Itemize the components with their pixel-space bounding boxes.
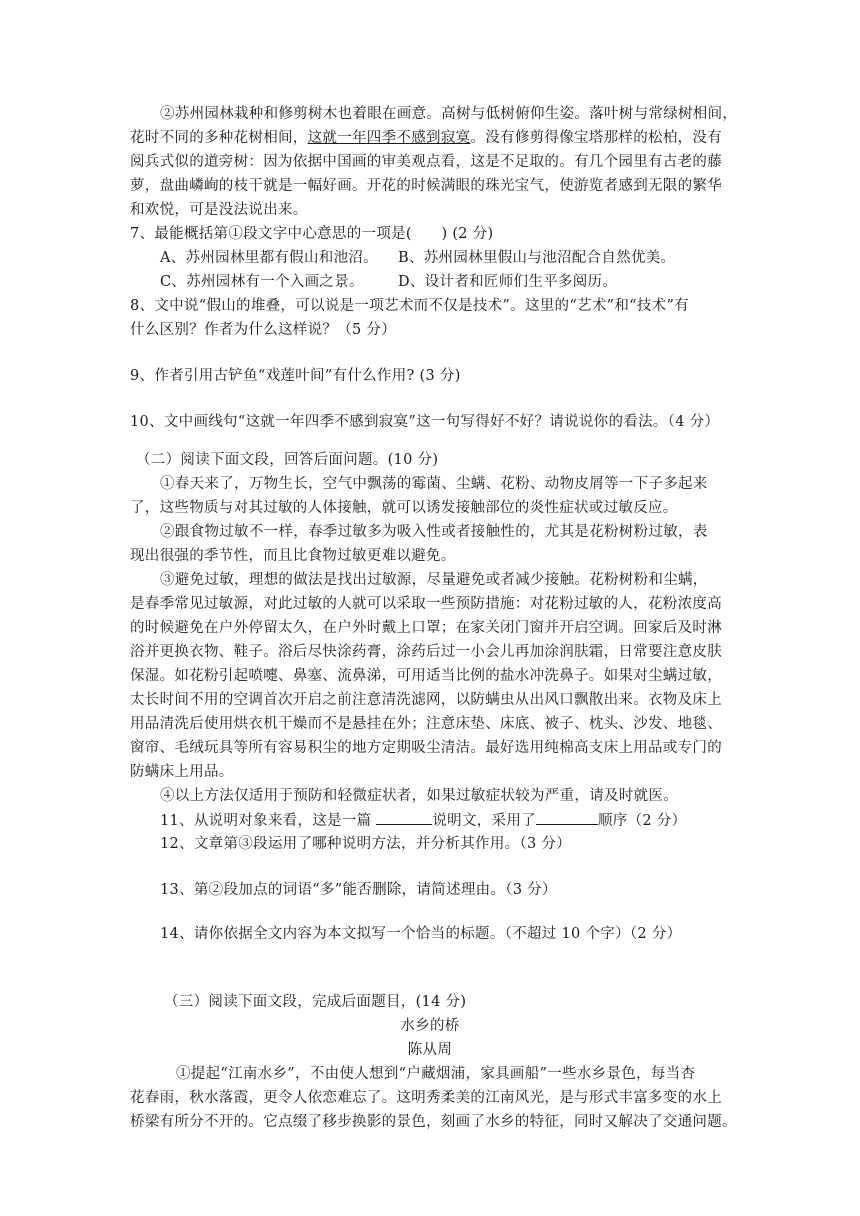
paragraph-line: ②跟食物过敏不一样，春季过敏多为吸入性或者接触性的，尤其是花粉树粉过敏，表 — [160, 524, 708, 540]
article-author: 陈从周 — [407, 1042, 453, 1058]
paragraph-line: ①春天来了，万物生长，空气中飘荡的霉菌、尘螨、花粉、动物皮屑等一下子多起来 — [160, 476, 708, 492]
paragraph-line: 太长时间不用的空调首次开启之前注意清洗滤网，以防螨虫从出风口飘散出来。衣物及床上 — [130, 692, 722, 708]
section-heading: （三）阅读下面文段，完成后面题目，(14 分) — [164, 994, 467, 1010]
question-7: 7、最能概括第①段文字中心意思的一项是( ) (2 分) — [130, 226, 494, 242]
paragraph-line: 和欢悦，可是没法说出来。 — [130, 202, 308, 218]
paragraph-line: 浴并更换衣物、鞋子。浴后尽快涂药膏，涂药后过一小会儿再加涂润肤霜，日常要注意皮肤 — [130, 644, 722, 660]
paragraph-line: 是春季常见过敏源，对此过敏的人就可以采取一些预防措施：对花粉过敏的人，花粉浓度高 — [130, 596, 722, 612]
paragraph-line: 窗帘、毛绒玩具等所有容易积尘的地方定期吸尘清洁。最好选用纯棉高支床上用品或专门的 — [130, 740, 722, 756]
question-9: 9、作者引用古铲鱼“戏莲叶间”有什么作用? (3 分) — [130, 368, 461, 384]
answer-blank[interactable] — [376, 810, 432, 825]
option-d: D、设计者和匠师们生平多阅历。 — [398, 274, 618, 290]
question-11-text: 11、从说明对象来看，这是一篇 — [160, 813, 377, 829]
paragraph-line: 保湿。如花粉引起喷嚏、鼻塞、流鼻涕，可用适当比例的盐水冲洗鼻子。如果对尘螨过敏， — [130, 668, 722, 684]
underlined-sentence: 这就一年四季不感到寂寞 — [307, 130, 471, 146]
paragraph-line: ①提起“江南水乡”，不由使人想到“户藏烟浦，家具画船”一些水乡景色，每当杏 — [176, 1066, 696, 1082]
question-14: 14、请你依据全文内容为本文拟写一个恰当的标题。（不超过 10 个字）（2 分） — [160, 926, 682, 942]
paragraph-line: 防螨床上用品。 — [130, 764, 234, 780]
article-title: 水乡的桥 — [400, 1018, 460, 1034]
text-segment: 。没有修剪得像宝塔那样的松柏，没有 — [470, 130, 723, 146]
question-11-text: 说明文，采用了 — [432, 813, 536, 829]
paragraph-line: 现出很强的季节性，而且比食物过敏更难以避免。 — [130, 548, 456, 564]
paragraph-line: 桥梁有所分不开的。它点缀了移步换影的景色，刻画了水乡的特征，同时又解决了交通问题。 — [130, 1114, 737, 1130]
paragraph-line: 的时候避免在户外停留太久，在户外时戴上口罩；在家关闭门窗并开启空调。回家后及时淋 — [130, 620, 722, 636]
paragraph-line: ④以上方法仅适用于预防和轻微症状者，如果过敏症状较为严重，请及时就医。 — [160, 788, 678, 804]
question-13: 13、第②段加点的词语“多”能否删除，请简述理由。（3 分） — [160, 882, 557, 898]
paragraph-line: ②苏州园林栽种和修剪树木也着眼在画意。高树与低树俯仰生姿。落叶树与常绿树相间， — [160, 106, 738, 122]
text-segment: 花时不同的多种花树相间， — [130, 130, 308, 146]
question-11 — [160, 810, 686, 831]
paragraph-line: 了，这些物质与对其过敏的人体接触，就可以诱发接触部位的炎性症状或过敏反应。 — [130, 500, 678, 516]
question-11-text: 顺序（2 分） — [597, 813, 687, 829]
option-b: B、苏州园林里假山与池沼配合自然优美。 — [398, 250, 676, 266]
paragraph-line: ③避免过敏，理想的做法是找出过敏源，尽量避免或者减少接触。花粉树粉和尘螨， — [160, 572, 708, 588]
paragraph-line — [130, 128, 722, 148]
option-c: C、苏州园林有一个入画之景。 — [160, 274, 364, 290]
paragraph-line: 用品清洗后使用烘衣机干燥而不是悬挂在外；注意床垫、床底、被子、枕头、沙发、地毯、 — [130, 716, 722, 732]
section-heading: （二）阅读下面文段，回答后面问题。(10 分) — [136, 452, 439, 468]
paragraph-line: 阅兵式似的道旁树：因为依据中国画的审美观点看，这是不足取的。有几个园里有古老的藤 — [130, 154, 722, 170]
question-10: 10、文中画线句“这就一年四季不感到寂寞”这一句写得好不好？请说说你的看法。（4 分） — [130, 414, 720, 430]
option-a: A、苏州园林里都有假山和池沼。 — [160, 250, 378, 266]
question-8: 8、文中说“假山的堆叠，可以说是一项艺术而不仅是技术”。这里的“艺术”和“技术”有 — [130, 298, 689, 314]
answer-blank[interactable] — [536, 810, 598, 825]
paragraph-line: 花春雨，秋水落霞，更令人依恋难忘了。这明秀柔美的江南风光，是与形式丰富多变的水上 — [130, 1090, 722, 1106]
paragraph-line: 萝，盘曲嶙峋的枝干就是一幅好画。开花的时候满眼的珠光宝气，使游览者感到无限的繁华 — [130, 178, 722, 194]
question-12: 12、文章第③段运用了哪种说明方法，并分析其作用。（3 分） — [160, 836, 572, 852]
question-8-cont: 什么区别？作者为什么这样说？（5 分） — [130, 322, 397, 338]
